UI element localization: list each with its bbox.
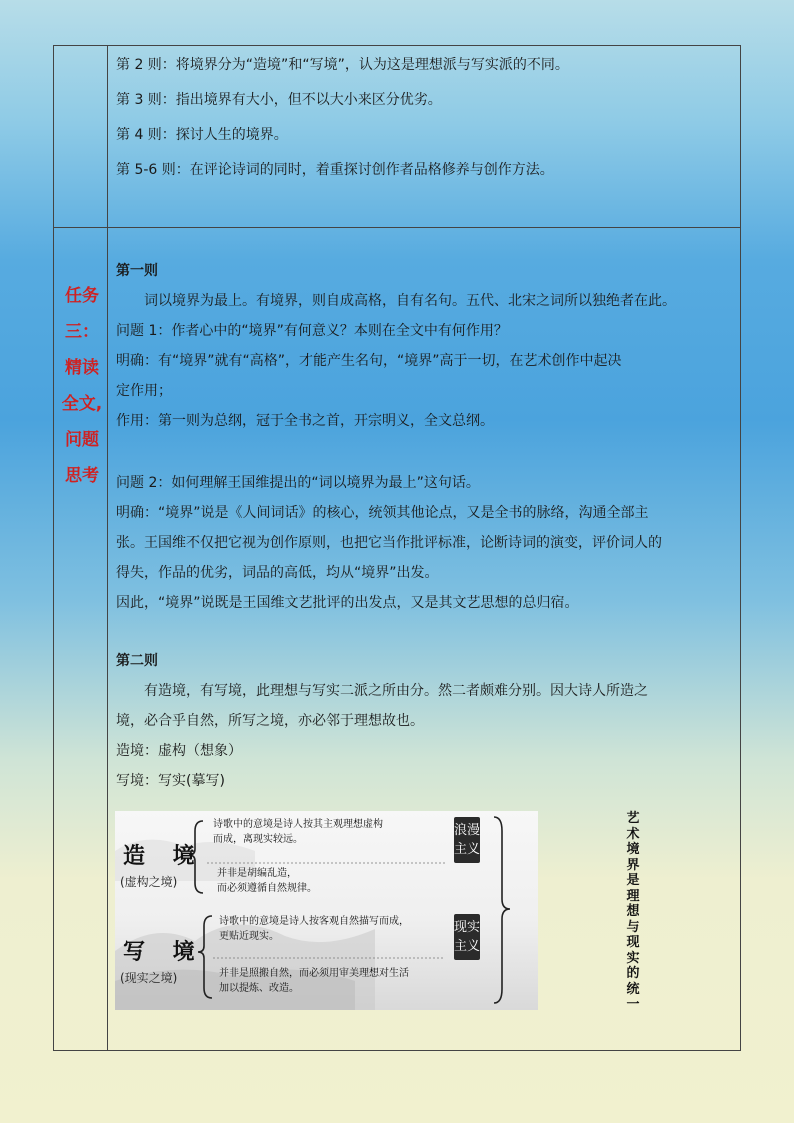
realism-tag: 现实主义 bbox=[454, 914, 480, 960]
conclusion-line: 因此，“境界”说既是王国维文艺批评的出发点，又是其文艺思想的总归宿。 bbox=[116, 595, 579, 611]
xiejing-desc: 并非是照搬自然，而必须用审美理想对生活 bbox=[219, 968, 409, 979]
xiejing-line: 写境：写实(摹写) bbox=[116, 773, 225, 789]
blank-line bbox=[116, 436, 738, 468]
answer-2-line: 张。王国维不仅把它视为创作原则，也把它当作批评标准，论断诗词的演变，评价词人的 bbox=[116, 535, 662, 551]
main-cell-content bbox=[116, 256, 738, 796]
unity-side-text: 艺术境界是理想与现实的统一 bbox=[626, 811, 640, 1012]
table-bottom-border bbox=[53, 1050, 741, 1051]
blank-line bbox=[116, 618, 738, 646]
section1-quote: 词以境界为最上。有境界，则自成高格，自有名句。五代、北宋之词所以独绝者在此。 bbox=[144, 293, 676, 309]
table-middle-border bbox=[107, 45, 108, 1051]
task-label-line: 精读 bbox=[65, 358, 99, 378]
rule-2-line: 第 2 则：将境界分为“造境”和“写境”，认为这是理想派与写实派的不同。 bbox=[116, 57, 569, 73]
zaojing-desc: 而成，离现实较远。 bbox=[213, 834, 303, 845]
rule-4-line: 第 4 则：探讨人生的境界。 bbox=[116, 127, 288, 143]
table-left-border bbox=[53, 45, 54, 1051]
section2-quote-line: 有造境，有写境，此理想与写实二派之所由分。然二者颇难分别。因大诗人所造之 bbox=[144, 683, 648, 699]
table-right-border bbox=[740, 45, 741, 1051]
table-top-border bbox=[53, 45, 741, 46]
zaojing-subtitle: (虚构之境) bbox=[120, 875, 178, 889]
task-label bbox=[60, 278, 104, 494]
role-line: 作用：第一则为总纲，冠于全书之首，开宗明义，全文总纲。 bbox=[116, 413, 494, 429]
zaojing-desc: 而必须遵循自然规律。 bbox=[217, 883, 317, 894]
section1-heading: 第一则 bbox=[116, 263, 158, 279]
rule-3-line: 第 3 则：指出境界有大小，但不以大小来区分优劣。 bbox=[116, 92, 442, 108]
task-label-line: 三： bbox=[65, 322, 99, 342]
zaojing-desc: 并非是胡编乱造， bbox=[217, 868, 297, 879]
realm-comparison-figure bbox=[115, 811, 640, 1012]
zaojing-line: 造境：虚构（想象） bbox=[116, 743, 242, 759]
answer-1-line: 明确：有“境界”就有“高格”，才能产生名句，“境界”高于一切，在艺术创作中起决 bbox=[116, 353, 622, 369]
task-label-line: 全文, bbox=[61, 394, 103, 414]
table-row-divider bbox=[53, 227, 741, 228]
xiejing-desc: 加以提炼、改造。 bbox=[219, 983, 299, 994]
xiejing-desc: 诗歌中的意境是诗人按客观自然描写而成， bbox=[219, 916, 409, 927]
top-cell-content bbox=[116, 48, 736, 188]
task-label-line: 问题 bbox=[65, 430, 99, 450]
question-2: 问题 2：如何理解王国维提出的“词以境界为最上”这句话。 bbox=[116, 475, 480, 491]
xiejing-title: 写 境 bbox=[123, 939, 205, 965]
task-label-line: 任务 bbox=[65, 286, 99, 306]
answer-1-line: 定作用； bbox=[116, 383, 172, 399]
zaojing-desc: 诗歌中的意境是诗人按其主观理想虚构 bbox=[213, 819, 383, 830]
xiejing-desc: 更贴近现实。 bbox=[219, 931, 279, 942]
romanticism-tag: 浪漫主义 bbox=[454, 817, 480, 863]
rule-5-6-line: 第 5-6 则：在评论诗词的同时，着重探讨创作者品格修养与创作方法。 bbox=[116, 162, 554, 178]
section2-quote-line: 境，必合乎自然，所写之境，亦必邻于理想故也。 bbox=[116, 713, 424, 729]
question-1: 问题 1：作者心中的“境界”有何意义？本则在全文中有何作用？ bbox=[116, 323, 508, 339]
zaojing-title: 造 境 bbox=[123, 843, 205, 869]
xiejing-subtitle: (现实之境) bbox=[120, 971, 178, 985]
section2-heading: 第二则 bbox=[116, 653, 158, 669]
answer-2-line: 得失，作品的优劣，词品的高低，均从“境界”出发。 bbox=[116, 565, 439, 581]
answer-2-line: 明确：“境界”说是《人间词话》的核心，统领其他论点，又是全书的脉络，沟通全部主 bbox=[116, 505, 649, 521]
task-label-line: 思考 bbox=[65, 466, 99, 486]
